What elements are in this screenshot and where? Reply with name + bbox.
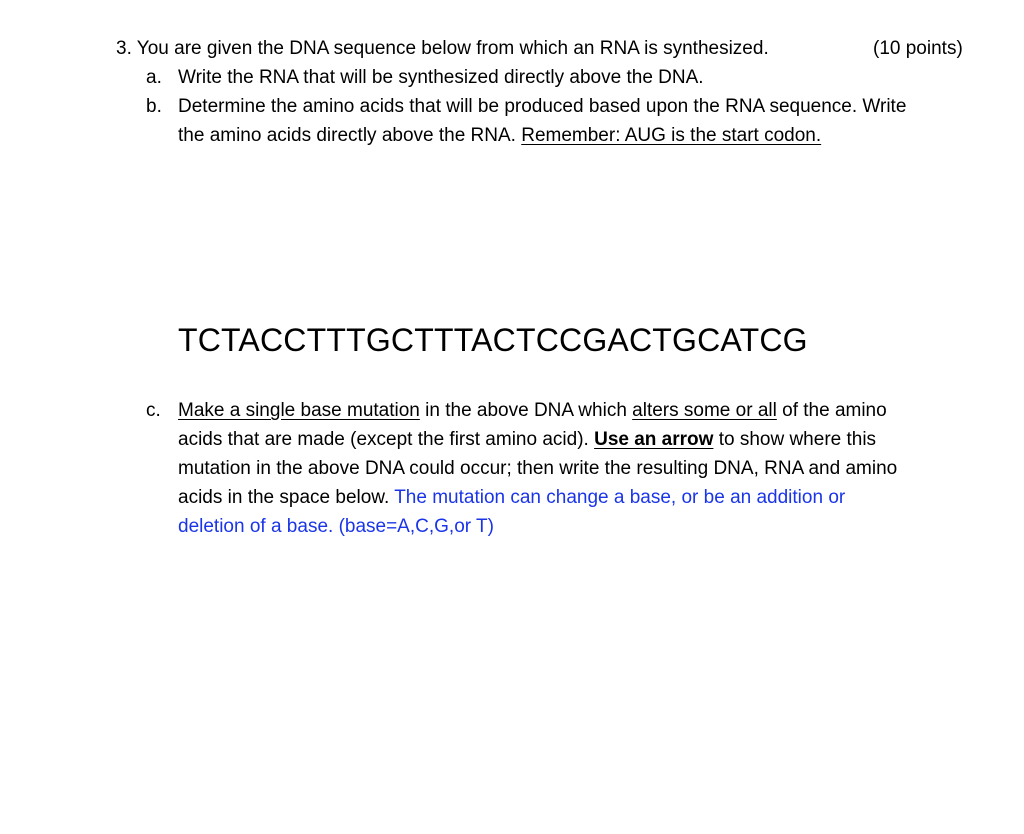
part-c-line2-text2: to show where this (713, 429, 877, 450)
question-stem: You are given the DNA sequence below from which an RNA is synthesized. (136, 38, 769, 59)
part-b-marker: b. (146, 96, 162, 117)
use-an-arrow-phrase: Use an arrow (594, 429, 714, 450)
part-b-line2 (178, 121, 821, 150)
start-codon-reminder: Remember: AUG is the start codon. (521, 125, 822, 146)
single-base-mutation-phrase: Make a single base mutation (178, 400, 420, 421)
part-c-line3: mutation in the above DNA could occur; then write the resulting DNA, RNA and amino (178, 458, 898, 479)
part-c-line4-text: acids in the space below. (178, 487, 395, 508)
part-c-line2-text1: acids that are made (except the first amino acid). (178, 429, 595, 450)
question-line (116, 34, 769, 63)
question-points: (10 points) (873, 38, 963, 59)
mutation-note-line1: The mutation can change a base, or be an addition or (394, 487, 846, 508)
part-c-line4 (178, 483, 845, 512)
alters-some-or-all-phrase: alters some or all (632, 400, 777, 421)
question-number: 3. (116, 38, 132, 59)
part-a-text: Write the RNA that will be synthesized directly above the DNA. (178, 67, 704, 88)
part-c-line1-text2: of the amino (776, 400, 887, 421)
part-a-marker: a. (146, 67, 162, 88)
part-c-line1 (178, 396, 887, 425)
part-c-line1-text1: in the above DNA which (419, 400, 633, 421)
part-b-line2-text: the amino acids directly above the RNA. (178, 125, 522, 146)
dna-sequence: TCTACCTTTGCTTTACTCCGACTGCATCG (178, 322, 808, 358)
part-c-marker: c. (146, 400, 161, 421)
mutation-note-line2: deletion of a base. (base=A,C,G,or T) (178, 516, 494, 537)
part-b-line1: Determine the amino acids that will be produced based upon the RNA sequence. Write (178, 96, 907, 117)
part-c-line2 (178, 425, 876, 454)
